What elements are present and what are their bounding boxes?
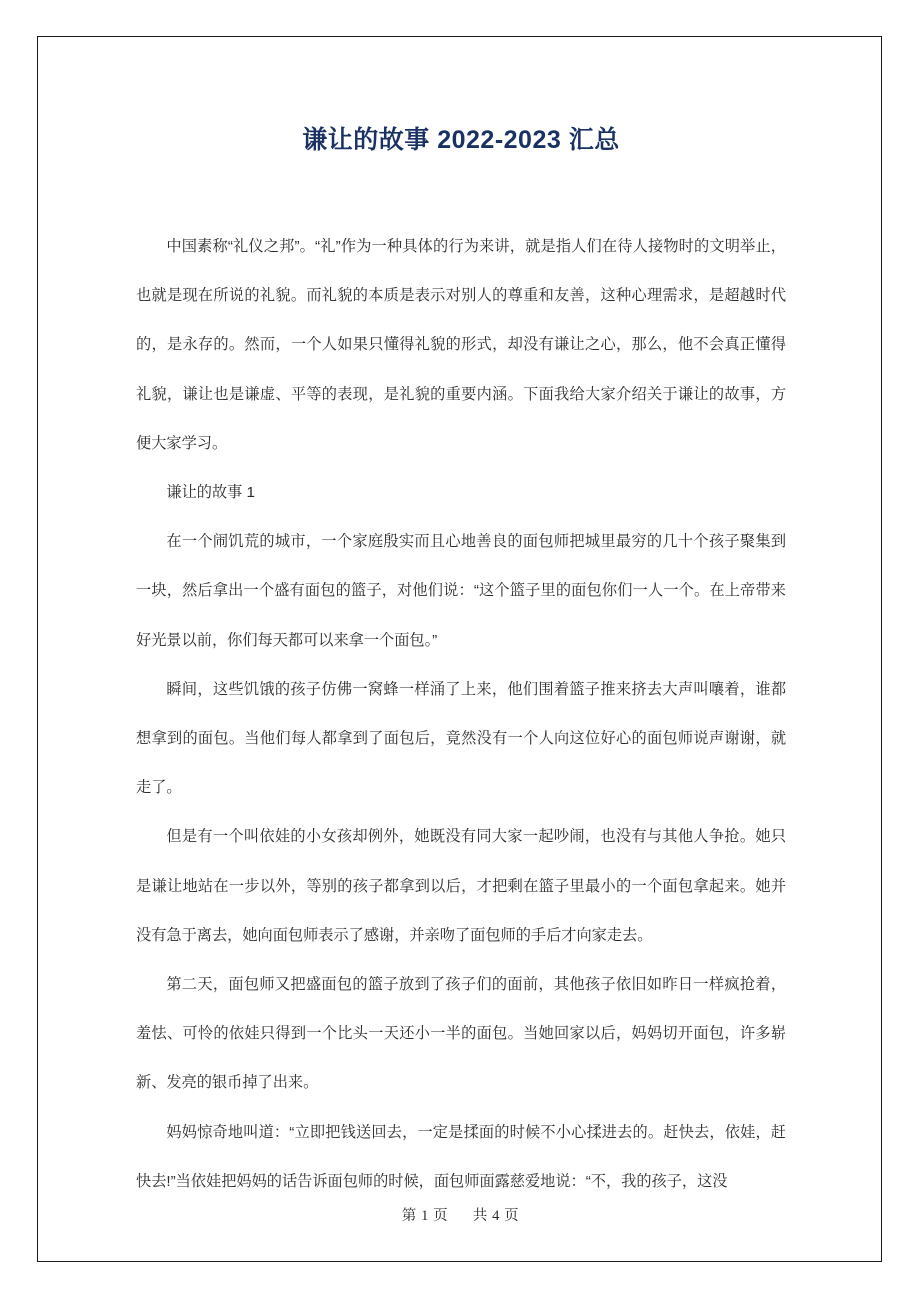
footer-page-unit: 页 (433, 1208, 449, 1224)
paragraph-story1-2: 瞬间，这些饥饿的孩子仿佛一窝蜂一样涌了上来，他们围着篮子推来挤去大声叫嚷着，谁都想拿到的面包。当他们每人都拿到了面包后，竟然没有一个人向这位好心的面包师说声谢谢，就走了。 (136, 680, 786, 797)
footer-total-prefix: 共 (472, 1208, 488, 1224)
paragraph-story1-1: 在一个闹饥荒的城市，一个家庭殷实而且心地善良的面包师把城里最穷的几十个孩子聚集到一块，然后拿出一个盛有面包的篮子，对他们说：“这个篮子里的面包你们一人一个。在上帝带来好光景以前，你们每天都可以来拿一个面包。” (136, 533, 786, 649)
page-border-frame (37, 36, 882, 1262)
footer-page-prefix: 第 (401, 1208, 417, 1224)
footer-total-pages: 4 (492, 1208, 500, 1224)
paragraph-intro: 中国素称“礼仪之邦”。“礼”作为一种具体的行为来讲，就是指人们在待人接物时的文明举止，也就是现在所说的礼貌。而礼貌的本质是表示对别人的尊重和友善，这种心理需求，是超越时代的，是永存的。然而，一个人如果只懂得礼貌的形式，却没有谦让之心，那么，他不会真正懂得礼貌，谦让也是谦虚、平等的表现，是礼貌的重要内涵。下面我给大家介绍关于谦让的故事，方便大家学习。 (136, 238, 786, 452)
page-title: 谦让的故事 2022-2023 汇总 (302, 126, 620, 154)
footer-total-unit: 页 (504, 1208, 520, 1224)
section-heading-story-1: 谦让的故事 1 (166, 484, 255, 502)
footer-current-page: 1 (421, 1208, 429, 1224)
paragraph-story1-5: 妈妈惊奇地叫道：“立即把钱送回去，一定是揉面的时候不小心揉进去的。赶快去，依娃，赶快去!”当依娃把妈妈的话告诉面包师的时候，面包师面露慈爱地说：“不，我的孩子，这没 (136, 1123, 786, 1190)
page-footer (38, 1205, 883, 1227)
article-body (136, 222, 786, 1206)
paragraph-story1-3: 但是有一个叫依娃的小女孩却例外，她既没有同大家一起吵闹，也没有与其他人争抢。她只是谦让地站在一步以外，等别的孩子都拿到以后，才把剩在篮子里最小的一个面包拿起来。她并没有急于离去，她向面包师表示了感谢，并亲吻了面包师的手后才向家走去。 (136, 828, 786, 944)
paragraph-story1-4: 第二天，面包师又把盛面包的篮子放到了孩子们的面前，其他孩子依旧如昨日一样疯抢着，羞怯、可怜的依娃只得到一个比头一天还小一半的面包。当她回家以后，妈妈切开面包，许多崭新、发亮的银币掉了出来。 (136, 976, 786, 1092)
